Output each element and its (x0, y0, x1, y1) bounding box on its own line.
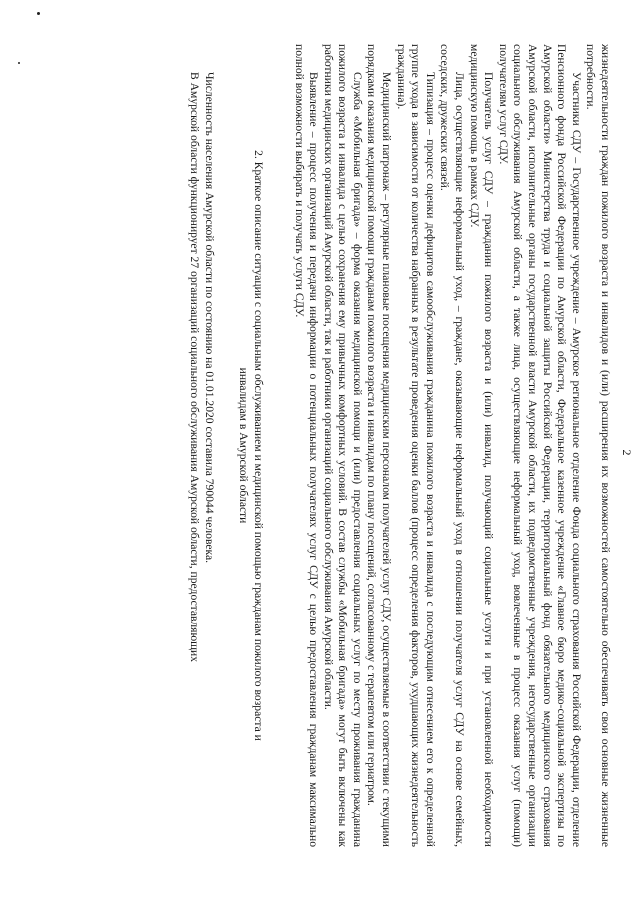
section-heading: 2. Краткое описание ситуации с социальным обслуживанием и медицинской помощью гражданам пожилого возраста и инвалидам в Амурской области (237, 150, 265, 741)
paragraph-organizations: В Амурской области функционирует 27 организаций социального обслуживания Амурской области, предоставляющих (188, 72, 202, 663)
paragraph-participants: Участники СДУ – Государственное учреждение – Амурское региональное отделение Фонда социального страхования Российской Федерации, отделение Пенсионного фонда Российской Федерации по Амурской области, Федеральное казенное учреждение «Главное бюро медико-социальной экспертизы по Амурской области» Министерства труда и социальной защиты Российской Федерации, территориальный фонд обязательного медицинского страхования Амурской области, исполнительные органы государственной власти Амурской области, их подведомственные учреждения, негосударственные организации социального обслуживания Амурской области, а также лица, осуществляющие неформальный уход, вовлеченные в процесс оказания услуг (помощи) получателям услуг СДУ. (496, 44, 583, 847)
paragraph-informal-care: Лица, осуществляющие неформальный уход, – граждане, оказывающие неформальный уход в отношении получателя услуг СДУ на основе семейных, соседских, дружеских связей. (438, 44, 467, 847)
paragraph-mobile-brigade: Служба «Мобильная бригада» – форма оказания медицинской помощи и (или) предоставления социальных услуг по месту проживания гражданина пожилого возраста и инвалида с целью сохранения ему привычных комфортных условий. В состав службы «Мобильная бригада» могут быть включены как работники медицинских организаций Амурской области, так и работники организаций социального обслуживания Амурской области. (321, 44, 364, 847)
paragraph-population: Численность населения Амурской области по состоянию на 01.01.2020 составила 790044 человека. (202, 72, 216, 564)
document-body (187, 44, 612, 847)
paragraph-medical-patronage: Медицинский патронаж – регулярные плановые посещения медицинским персоналом получателей услуг СДУ, осуществляемые в соответствии с текущими порядками оказания медицинской помощи гражданам пожилого возраста и инвалидам по плану посещений, согласованному с терапевтом или гериатром. (365, 44, 394, 847)
paragraph-identification: Выявление – процесс получения и передачи информации о потенциальных получателях услуг СДУ с целью предоставления гражданам максимально полной возможности выбирать и получать услуги СДУ. (292, 44, 321, 847)
page-number: 2 (620, 449, 634, 456)
paragraph-typing: Типизация – процесс оценки дефицитов самообслуживания гражданина пожилого возраста и инвалида с последующим отнесением его к определенной группе ухода в зависимости от количества набранных в результате проведения оценки баллов (процесс определения факторов, ухудшающих жизнедеятельность гражданина). (394, 44, 437, 847)
paragraph-definition-continuation: жизнедеятельности граждан пожилого возраста и инвалидов и (или) расширения их возможностей самостоятельно обеспечивать свои основные жизненные потребности. (584, 44, 612, 847)
paragraph-recipient: Получатель услуг СДУ – гражданин пожилого возраста и (или) инвалид, получающий социальные услуги и при установленной необходимости медицинскую помощь в рамках СДУ. (467, 44, 496, 847)
